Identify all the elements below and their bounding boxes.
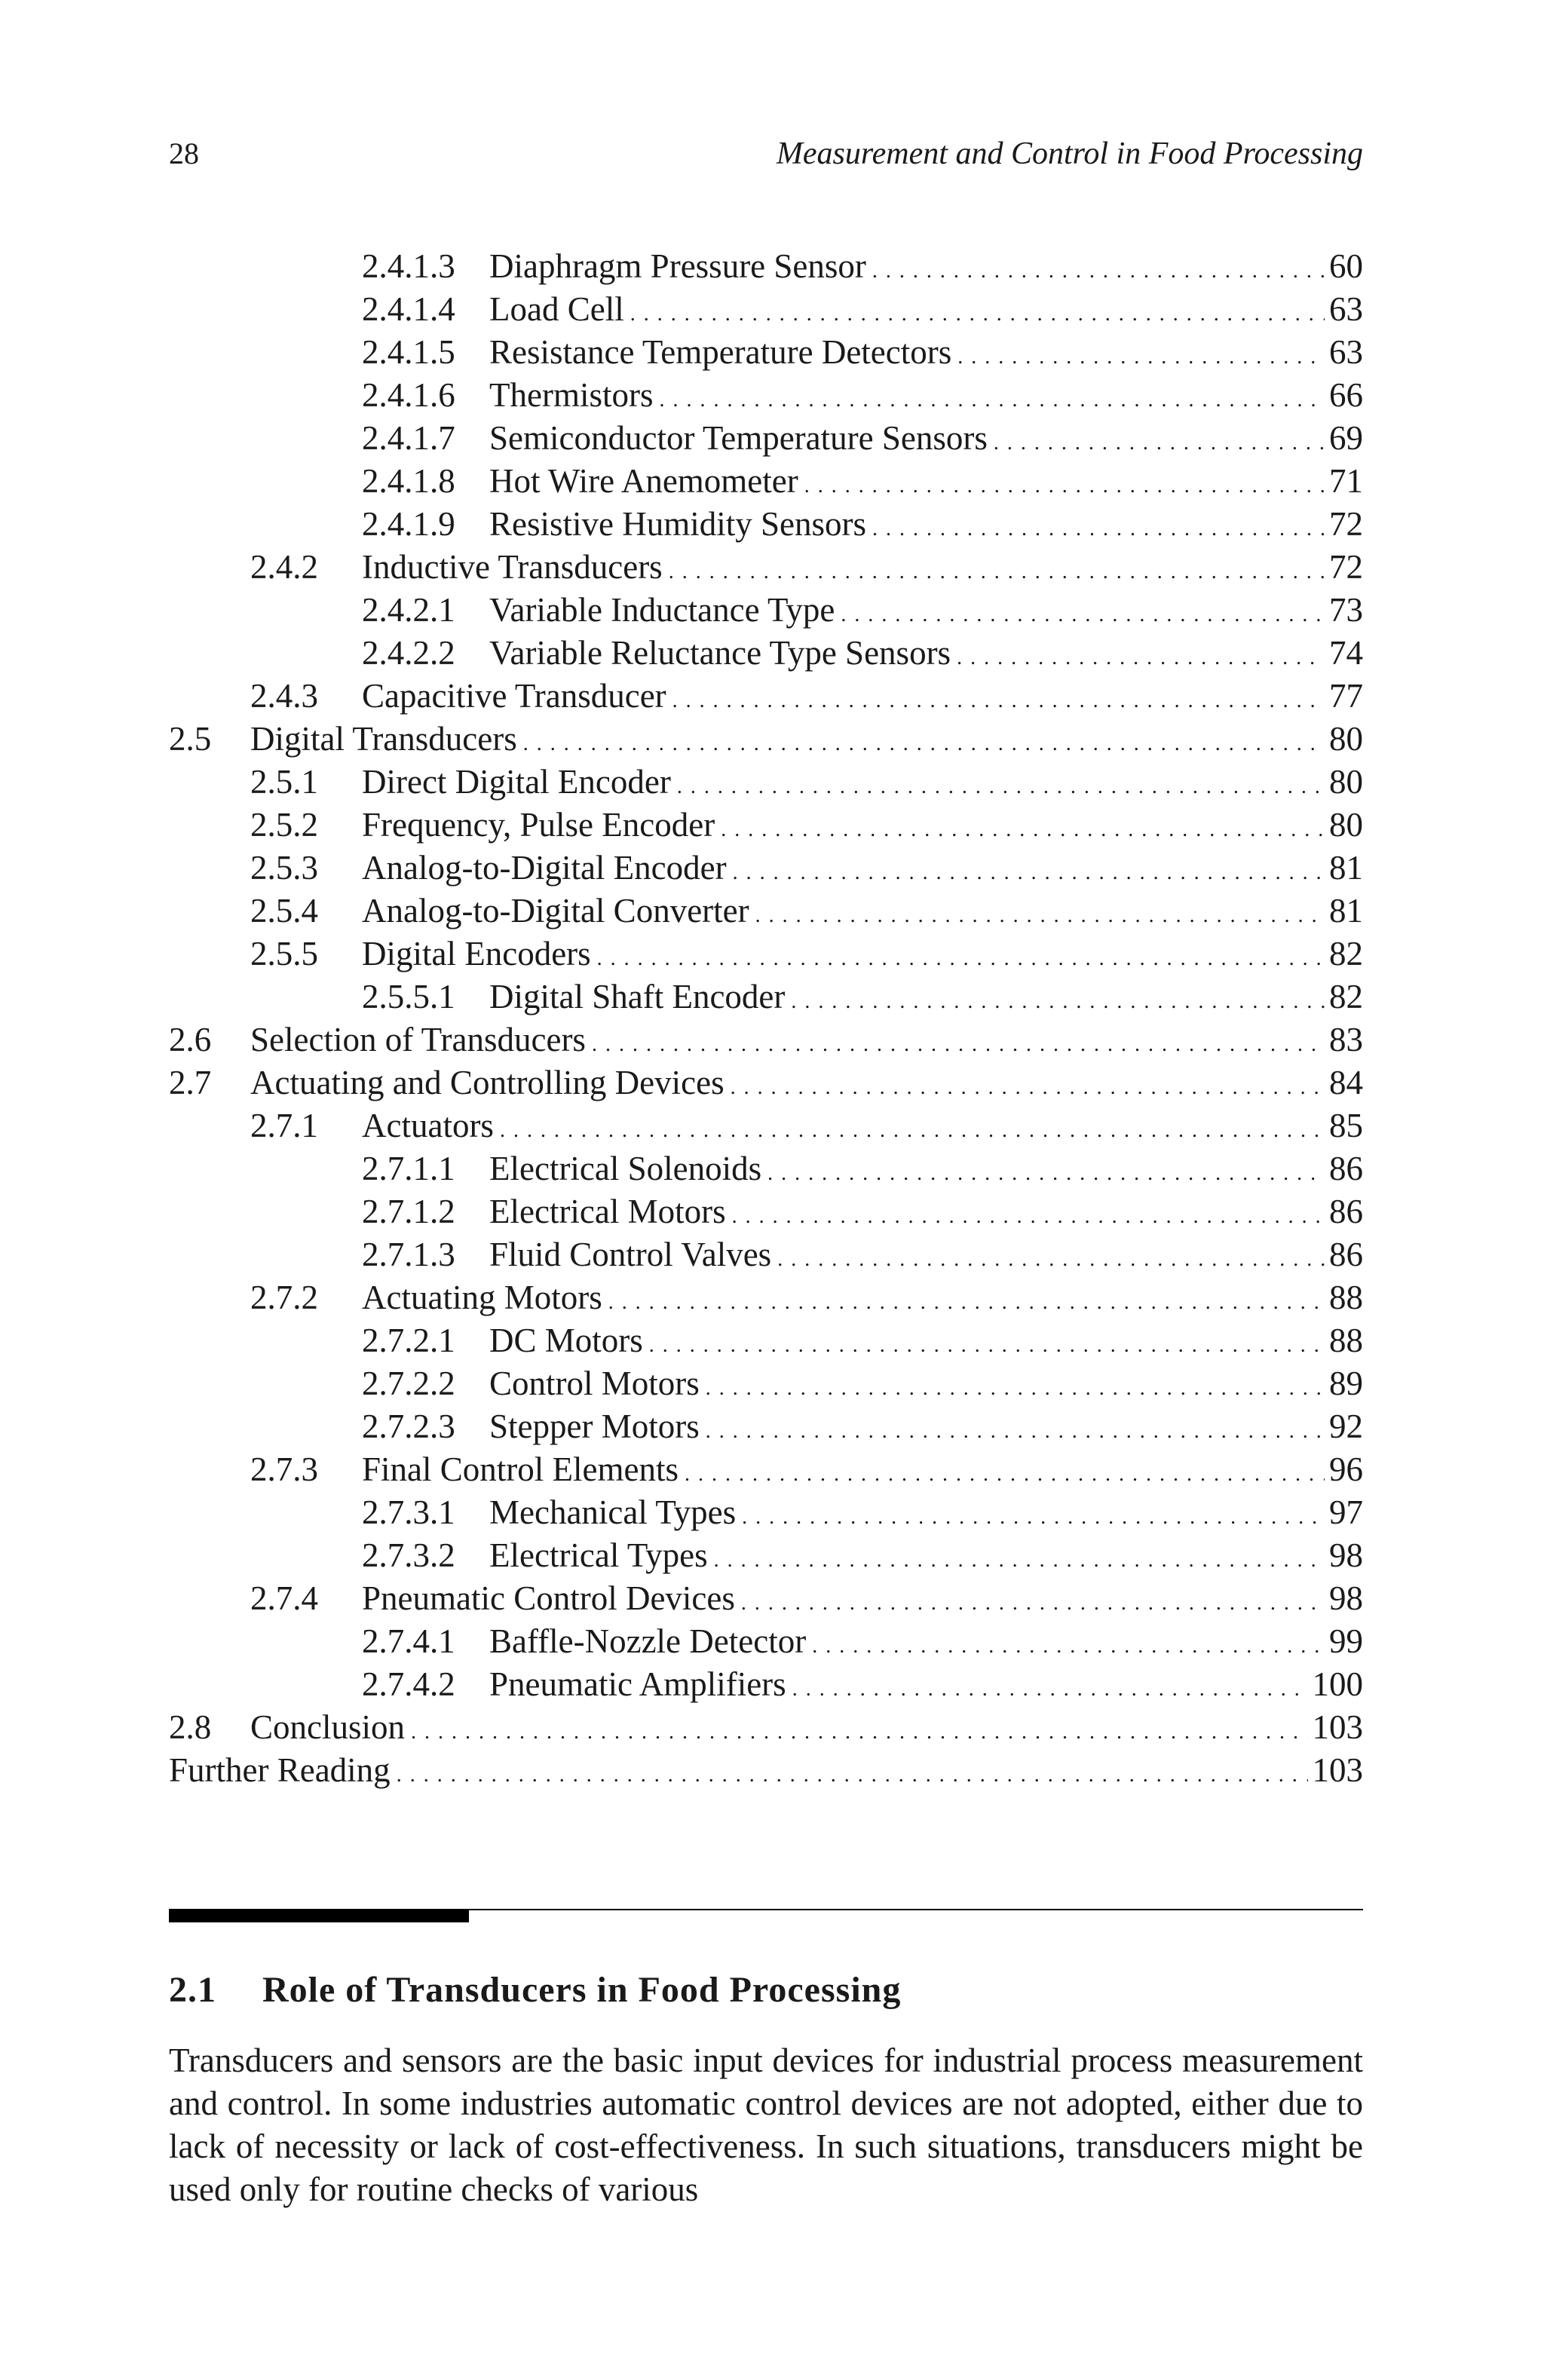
toc-entry-page: 63 [1329,290,1363,328]
toc-dot-leader [957,636,1325,679]
toc-entry-page: 86 [1329,1150,1363,1187]
toc-entry-title: Electrical Motors [489,1193,726,1230]
running-title: Measurement and Control in Food Processing [776,136,1363,171]
toc-entry-number: 2.5.5.1 [362,978,455,1015]
toc-entry-title: Digital Transducers [250,720,517,758]
toc-entry-title: Pneumatic Amplifiers [489,1665,786,1703]
toc-entry-title: Stepper Motors [489,1407,700,1445]
toc-dot-leader [597,937,1325,980]
toc-entry [169,761,1363,804]
toc-entry [169,890,1363,933]
toc-entry-number: 2.6 [169,1021,212,1058]
toc-dot-leader [812,1625,1325,1668]
toc-entry [169,460,1363,503]
toc-entry-number: 2.4.1.7 [362,419,455,457]
toc-entry [169,1491,1363,1534]
toc-entry [169,1663,1363,1706]
toc-entry-title: Electrical Solenoids [489,1150,762,1187]
toc-entry [169,1018,1363,1061]
toc-dot-leader [732,1195,1325,1238]
toc-dot-leader [721,808,1325,851]
toc-dot-leader [706,1367,1325,1410]
section-title: Role of Transducers in Food Processing [262,1970,902,2010]
toc-entry [169,675,1363,718]
toc-dot-leader [731,1066,1325,1109]
toc-entry-page: 66 [1329,376,1363,414]
toc-entry [169,546,1363,589]
toc-entry-page: 72 [1329,505,1363,543]
toc-dot-leader [630,293,1325,335]
toc-entry [169,933,1363,976]
toc-entry [169,589,1363,632]
toc-entry-number: 2.7.2.3 [362,1407,455,1445]
toc-entry-title: Fluid Control Valves [489,1236,772,1273]
toc-entry-title: Pneumatic Control Devices [362,1579,735,1617]
toc-entry-number: 2.7.3.2 [362,1536,455,1574]
toc-dot-leader [672,679,1325,722]
toc-entry-title: Frequency, Pulse Encoder [362,806,715,844]
toc-entry [169,1448,1363,1491]
toc-entry-title: Electrical Types [489,1536,708,1574]
toc-entry-number: 2.7.2.1 [362,1322,455,1359]
toc-entry-page: 81 [1329,849,1363,887]
toc-entry-number: 2.5.3 [250,849,318,887]
toc-entry-page: 74 [1329,634,1363,672]
toc-entry-number: 2.5.2 [250,806,318,844]
toc-entry-page: 86 [1329,1236,1363,1273]
toc-entry-number: 2.4.1.8 [362,462,455,500]
toc-dot-leader [397,1754,1308,1796]
toc-entry-page: 98 [1329,1536,1363,1574]
toc-entry-page: 82 [1329,978,1363,1015]
toc-entry [169,1706,1363,1749]
section-rule-thin [469,1909,1363,1910]
toc-entry-number: 2.7.2.2 [362,1365,455,1402]
toc-entry [169,804,1363,847]
toc-entry-page: 63 [1329,333,1363,371]
toc-entry-number: 2.4.1.9 [362,505,455,543]
toc-entry-number: 2.4.1.5 [362,333,455,371]
toc-entry-page: 84 [1329,1064,1363,1101]
toc-entry-number: 2.7.2 [250,1279,318,1316]
toc-entry-title: Load Cell [489,290,624,328]
toc-entry [169,245,1363,288]
toc-entry-title: Semiconductor Temperature Sensors [489,419,988,457]
toc-entry-number: 2.7 [169,1064,212,1101]
toc-entry-title: Digital Shaft Encoder [489,978,786,1015]
toc-dot-leader [755,894,1325,937]
toc-entry-title: Diaphragm Pressure Sensor [489,247,866,285]
toc-dot-leader [733,851,1325,894]
toc-dot-leader [500,1109,1325,1152]
toc-entry [169,1405,1363,1448]
section-number: 2.1 [169,1970,216,2010]
toc-dot-leader [872,250,1325,293]
toc-entry-number: 2.4.1.6 [362,376,455,414]
page-number: 28 [169,136,199,170]
toc-entry-page: 99 [1329,1622,1363,1660]
toc-entry-number: 2.5 [169,720,212,758]
toc-entry [169,1276,1363,1319]
toc-entry [169,718,1363,761]
toc-entry-title: Capacitive Transducer [362,677,666,715]
toc-entry-number: 2.7.3 [250,1450,318,1488]
toc-entry-page: 86 [1329,1193,1363,1230]
toc-dot-leader [592,1023,1325,1066]
toc-entry-number: 2.4.1.4 [362,290,455,328]
toc-dot-leader [804,464,1325,507]
toc-entry-title: Actuating Motors [362,1279,602,1316]
toc-dot-leader [523,722,1325,765]
toc-entry-page: 82 [1329,935,1363,973]
toc-entry [169,847,1363,890]
toc-entry-page: 81 [1329,892,1363,930]
toc-entry-number: 2.4.1.3 [362,247,455,285]
toc-dot-leader [677,765,1325,808]
toc-entry-title: Further Reading [169,1751,391,1789]
toc-entry [169,1577,1363,1620]
toc-entry [169,503,1363,546]
body-paragraph: Transducers and sensors are the basic input devices for industrial process measurement and control. In some industries automatic control devices are not adopted, either due to lack of necessity or lack of cost-effectiveness. In such situations, transducers might be used only for routine checks of various [169,2042,1363,2208]
toc-entry-title: Actuators [362,1107,494,1144]
table-of-contents [169,245,1363,1792]
toc-entry-number: 2.4.3 [250,677,318,715]
toc-entry-number: 2.4.2.2 [362,634,455,672]
toc-entry [169,1233,1363,1276]
toc-entry-number: 2.4.2 [250,548,318,586]
toc-entry-title: Variable Inductance Type [489,591,835,629]
toc-dot-leader [792,1668,1308,1711]
toc-entry-page: 85 [1329,1107,1363,1144]
toc-entry-title: Analog-to-Digital Encoder [362,849,727,887]
toc-entry-number: 2.7.1.1 [362,1150,455,1187]
toc-entry-page: 69 [1329,419,1363,457]
toc-entry-page: 96 [1329,1450,1363,1488]
toc-entry-title: Control Motors [489,1365,700,1402]
toc-entry-title: Thermistors [489,376,654,414]
toc-entry-page: 77 [1329,677,1363,715]
toc-dot-leader [608,1281,1325,1324]
toc-entry-number: 2.5.1 [250,763,318,801]
toc-dot-leader [649,1324,1325,1367]
toc-entry-title: Direct Digital Encoder [362,763,671,801]
toc-entry-page: 80 [1329,806,1363,844]
toc-entry-page: 92 [1329,1407,1363,1445]
toc-entry-page: 72 [1329,548,1363,586]
section-heading [169,1969,1363,2011]
toc-entry [169,1362,1363,1405]
toc-entry-title: Inductive Transducers [362,548,663,586]
toc-entry-title: Digital Encoders [362,935,591,973]
section-rule-thick [169,1909,469,1922]
toc-entry-page: 83 [1329,1021,1363,1058]
toc-entry [169,1319,1363,1362]
toc-entry-title: Baffle-Nozzle Detector [489,1622,807,1660]
toc-entry-page: 89 [1329,1365,1363,1402]
toc-dot-leader [685,1453,1325,1496]
toc-dot-leader [741,1582,1325,1625]
toc-entry [169,976,1363,1018]
toc-dot-leader [872,507,1325,550]
toc-entry-page: 71 [1329,462,1363,500]
section-rule [169,1909,1363,1924]
toc-entry-title: Variable Reluctance Type Sensors [489,634,951,672]
toc-dot-leader [714,1539,1325,1582]
toc-dot-leader [659,378,1325,421]
toc-entry-title: Resistance Temperature Detectors [489,333,952,371]
toc-entry-number: 2.7.4 [250,1579,318,1617]
toc-entry [169,1147,1363,1190]
toc-entry-number: 2.5.4 [250,892,318,930]
toc-entry-page: 98 [1329,1579,1363,1617]
toc-entry-title: DC Motors [489,1322,643,1359]
toc-dot-leader [411,1711,1307,1754]
toc-entry [169,1749,1363,1792]
toc-entry-title: Actuating and Controlling Devices [250,1064,725,1101]
toc-entry-number: 2.7.1.2 [362,1193,455,1230]
toc-entry [169,1061,1363,1104]
toc-entry [169,632,1363,675]
toc-entry-number: 2.7.4.1 [362,1622,455,1660]
toc-dot-leader [767,1152,1325,1195]
toc-dot-leader [742,1496,1325,1539]
toc-entry [169,331,1363,374]
toc-dot-leader [957,335,1325,378]
toc-entry-number: 2.5.5 [250,935,318,973]
toc-entry-number: 2.8 [169,1708,212,1746]
toc-entry-title: Final Control Elements [362,1450,679,1488]
toc-entry-title: Hot Wire Anemometer [489,462,798,500]
toc-entry-title: Analog-to-Digital Converter [362,892,749,930]
toc-entry [169,288,1363,331]
page-header [169,136,1363,181]
toc-entry [169,1104,1363,1147]
toc-entry-page: 80 [1329,763,1363,801]
toc-dot-leader [777,1238,1325,1281]
toc-dot-leader [994,421,1325,464]
toc-entry [169,1190,1363,1233]
toc-entry-number: 2.7.1.3 [362,1236,455,1273]
toc-entry-title: Mechanical Types [489,1493,737,1531]
toc-entry [169,417,1363,460]
toc-entry-page: 88 [1329,1322,1363,1359]
toc-entry [169,1620,1363,1663]
toc-entry-page: 100 [1312,1665,1363,1703]
toc-entry-number: 2.4.2.1 [362,591,455,629]
toc-dot-leader [841,593,1325,636]
toc-entry-title: Selection of Transducers [250,1021,586,1058]
toc-entry [169,1534,1363,1577]
toc-entry-page: 103 [1312,1751,1363,1789]
toc-entry-page: 103 [1312,1708,1363,1746]
toc-entry-page: 60 [1329,247,1363,285]
toc-entry-number: 2.7.3.1 [362,1493,455,1531]
toc-entry-page: 80 [1329,720,1363,758]
toc-entry-number: 2.7.1 [250,1107,318,1144]
toc-entry-page: 88 [1329,1279,1363,1316]
toc-entry-title: Resistive Humidity Sensors [489,505,867,543]
toc-entry-page: 97 [1329,1493,1363,1531]
toc-entry-number: 2.7.4.2 [362,1665,455,1703]
toc-dot-leader [706,1410,1325,1453]
toc-entry-title: Conclusion [250,1708,406,1746]
toc-dot-leader [669,550,1325,593]
toc-entry-page: 73 [1329,591,1363,629]
toc-entry [169,374,1363,417]
toc-dot-leader [791,980,1325,1023]
